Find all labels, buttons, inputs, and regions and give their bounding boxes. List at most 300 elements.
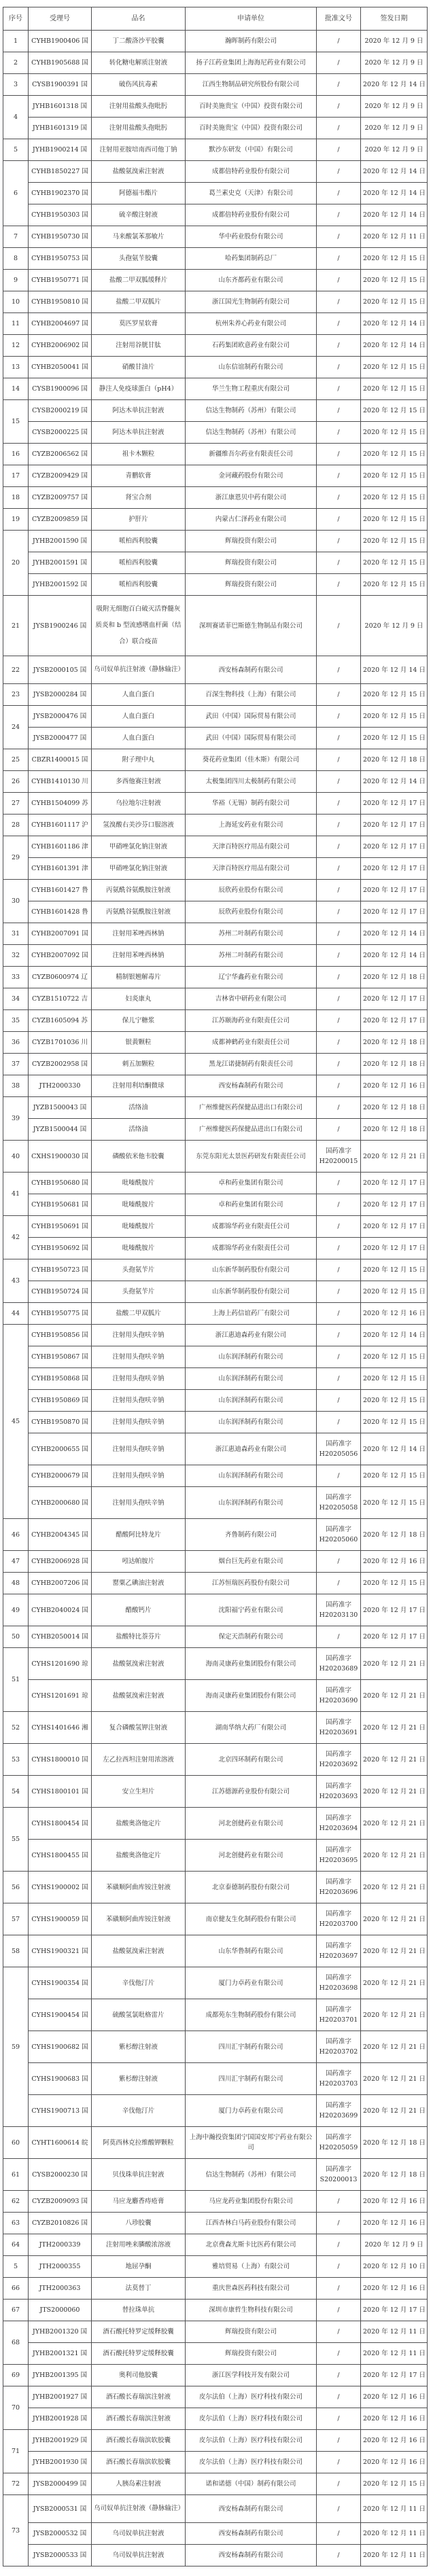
product-name-cell: 复合磷酸氢钾注射液 [92,1712,186,1744]
table-row [3,2234,428,2256]
acceptance-no-cell: CYHB2040024 国 [29,1594,92,1626]
approval-no-cell: / [317,1173,361,1194]
applicant-cell: 新疆维吾尔药业有限责任公司 [186,444,317,465]
table-row [3,2213,428,2234]
acceptance-no-cell: CYHB1950730 国 [29,226,92,248]
acceptance-no-cell: JYSB1900246 国 [29,596,92,656]
acceptance-no-cell: CYHB1950753 国 [29,248,92,270]
acceptance-no-cell: JYHB2001320 国 [29,2321,92,2343]
product-name-cell: 注射用头孢呋辛钠 [92,1412,186,1433]
product-name-cell: 注射用头孢呋辛钠 [92,1325,186,1346]
col-product-name: 品名 [92,7,186,31]
issue-date-cell: 2020 年 12 月 18 日 [361,1032,428,1054]
seq-cell: 30 [3,880,29,923]
acceptance-no-cell: CYHS1800101 国 [29,1776,92,1808]
applicant-cell: 内蒙古仁泽药业有限公司 [186,509,317,531]
table-row [3,1776,428,1808]
table-body [3,31,428,2566]
approval-no-cell: / [317,967,361,988]
seq-cell: 70 [3,2386,29,2430]
acceptance-no-cell: JYSB2000531 国 [29,2495,92,2523]
table-row [3,2321,428,2343]
table-row [3,1967,428,1999]
acceptance-no-cell: JYSB2000532 国 [29,2523,92,2545]
issue-date-cell: 2020 年 12 月 17 日 [361,1626,428,1648]
table-row [3,183,428,204]
table-row [3,728,428,749]
applicant-cell: 厦门力卓药业有限公司 [186,1967,317,1999]
applicant-cell: 北京费森尤斯卡比医药有限公司 [186,2234,317,2256]
applicant-cell: 皮尔法伯（上海）医疗科技有限公司 [186,2452,317,2473]
seq-cell: 72 [3,2473,29,2495]
product-name-cell: 哌柏西利胶囊 [92,552,186,574]
applicant-cell: 武田（中国）国际贸易有限公司 [186,706,317,728]
applicant-cell: 齐鲁制药有限公司 [186,1519,317,1551]
acceptance-no-cell: CYHB1601186 津 [29,836,92,858]
issue-date-cell: 2020 年 12 月 21 日 [361,1648,428,1680]
table-row [3,2256,428,2278]
product-name-cell: 注射用头孢呋辛钠 [92,1368,186,1390]
applicant-cell: 四川汇宇制药有限公司 [186,2031,317,2063]
seq-cell: 46 [3,1519,29,1551]
table-row [3,793,428,815]
applicant-cell: 信达生物制药（苏州）有限公司 [186,400,317,422]
acceptance-no-cell: CYHB1410130 川 [29,771,92,793]
issue-date-cell: 2020 年 12 月 21 日 [361,2063,428,2095]
acceptance-no-cell: JYSB2000476 国 [29,706,92,728]
table-row [3,118,428,139]
approval-no-cell: / [317,2321,361,2343]
applicant-cell: 东莞东阳光太景医药研发有限责任公司 [186,1141,317,1173]
acceptance-no-cell: CYHS1201690 琼 [29,1648,92,1680]
approval-no-cell: 国药准字 H20203703 [317,2063,361,2095]
approval-no-cell: / [317,291,361,313]
product-name-cell: 乌司奴单抗注射液（静脉输注） [92,656,186,684]
applicant-cell: 海南灵康药业集团股份有限公司 [186,1648,317,1680]
approval-no-cell: 国药准字 H20203701 [317,1999,361,2031]
product-name-cell: 奥利司他胶囊 [92,2365,186,2386]
acceptance-no-cell: CYZB2009093 国 [29,2191,92,2213]
applicant-cell: 广州维健医药保健品进出口有限公司 [186,1119,317,1141]
approval-no-cell: / [317,378,361,400]
table-row [3,400,428,422]
table-row [3,771,428,793]
product-name-cell: 甲硝唑氯化钠注射液 [92,858,186,880]
product-name-cell: 活络油 [92,1119,186,1141]
acceptance-no-cell: CYZB2006562 国 [29,444,92,465]
acceptance-no-cell: JYSB2000105 国 [29,656,92,684]
issue-date-cell: 2020 年 12 月 11 日 [361,2495,428,2523]
product-name-cell: 硫酸氢氯吡格雷片 [92,1999,186,2031]
issue-date-cell: 2020 年 12 月 21 日 [361,1776,428,1808]
product-name-cell: 哌柏西利胶囊 [92,574,186,596]
issue-date-cell: 2020 年 12 月 15 日 [361,378,428,400]
table-row [3,1054,428,1075]
product-name-cell: 人血白蛋白 [92,706,186,728]
product-name-cell: 贝伐珠单抗注射液 [92,2159,186,2191]
applicant-cell: 山东新华制药股份有限公司 [186,1281,317,1303]
acceptance-no-cell: CYHB1950771 国 [29,270,92,291]
acceptance-no-cell: JTH2000330 [29,1075,92,1097]
product-name-cell: 苯磺顺阿曲库铵注射液 [92,1903,186,1935]
applicant-cell: 河北创健药业有限公司 [186,1808,317,1840]
issue-date-cell: 2020 年 12 月 9 日 [361,2234,428,2256]
seq-cell: 29 [3,836,29,880]
acceptance-no-cell: CYHB1601427 鲁 [29,880,92,901]
approval-no-cell: / [317,836,361,858]
seq-cell: 11 [3,313,29,335]
applicant-cell: 葵花药业集团（佳木斯）有限公司 [186,749,317,771]
issue-date-cell: 2020 年 12 月 21 日 [361,1680,428,1712]
applicant-cell: 华裕（无锡）制药有限公司 [186,793,317,815]
approval-no-cell: 国药准字 H20203690 [317,1680,361,1712]
table-row [3,313,428,335]
issue-date-cell: 2020 年 12 月 21 日 [361,1872,428,1903]
table-row [3,1551,428,1573]
acceptance-no-cell: CYHB2007092 国 [29,945,92,967]
table-row [3,706,428,728]
applicant-cell: 山东润泽制药有限公司 [186,1368,317,1390]
product-name-cell: 吡嗪酰胺片 [92,1216,186,1238]
seq-cell: 23 [3,684,29,706]
table-row [3,96,428,118]
table-row [3,1032,428,1054]
table-row [3,1412,428,1433]
applicant-cell: 深圳市康哲生物科技有限公司 [186,2300,317,2321]
applicant-cell: 山东信谊制药有限公司 [186,357,317,378]
approval-no-cell: 国药准字 H20203694 [317,1808,361,1840]
applicant-cell: 成都苑东生物制药股份有限公司 [186,1999,317,2031]
issue-date-cell: 2020 年 12 月 21 日 [361,1999,428,2031]
seq-cell: 35 [3,1010,29,1032]
table-row [3,465,428,487]
approval-no-cell: / [317,248,361,270]
col-applicant: 申请单位 [186,7,317,31]
applicant-cell: 湖南华纳大药厂有限公司 [186,1712,317,1744]
acceptance-no-cell: CYHB2006928 国 [29,1551,92,1573]
issue-date-cell: 2020 年 12 月 14 日 [361,1433,428,1465]
applicant-cell: 卓和药业集团有限公司 [186,1173,317,1194]
seq-cell: 50 [3,1626,29,1648]
seq-cell: 25 [3,749,29,771]
table-row [3,1119,428,1141]
issue-date-cell: 2020 年 12 月 17 日 [361,836,428,858]
applicant-cell: 马应龙药业集团股份有限公司 [186,2191,317,2213]
table-row [3,1259,428,1281]
applicant-cell: 辽宁华鑫药业有限公司 [186,967,317,988]
acceptance-no-cell: CYHB1900406 国 [29,31,92,52]
seq-cell: 39 [3,1097,29,1141]
issue-date-cell: 2020 年 12 月 9 日 [361,96,428,118]
acceptance-no-cell: CYHB1950810 国 [29,291,92,313]
table-row [3,1487,428,1519]
product-name-cell: 注射用头孢呋辛钠 [92,1390,186,1412]
applicant-cell: 扬子江药业集团上海海尼药业有限公司 [186,52,317,74]
col-issue-date: 签发日期 [361,7,428,31]
table-row [3,531,428,552]
issue-date-cell: 2020 年 12 月 15 日 [361,422,428,444]
acceptance-no-cell: JYHB2001321 国 [29,2343,92,2365]
issue-date-cell: 2020 年 12 月 17 日 [361,1238,428,1259]
issue-date-cell: 2020 年 12 月 17 日 [361,988,428,1010]
issue-date-cell: 2020 年 12 月 15 日 [361,357,428,378]
approval-no-cell: / [317,2343,361,2365]
seq-cell: 36 [3,1032,29,1054]
seq-cell: 32 [3,945,29,967]
issue-date-cell: 2020 年 12 月 16 日 [361,1551,428,1573]
acceptance-no-cell: JYZB1500044 国 [29,1119,92,1141]
acceptance-no-cell: CYHB1850227 国 [29,161,92,183]
table-row [3,1872,428,1903]
issue-date-cell: 2020 年 12 月 17 日 [361,880,428,901]
product-name-cell: 丙氨酰谷氨酰胺注射液 [92,880,186,901]
applicant-cell: 浙江惠迪森药业有限公司 [186,1325,317,1346]
acceptance-no-cell: JYHB1900214 国 [29,139,92,161]
seq-cell: 55 [3,1808,29,1872]
approval-no-cell: / [317,1194,361,1216]
approval-no-cell: / [317,226,361,248]
product-name-cell: 酒石酸长春瑞滨软胶囊 [92,2452,186,2473]
table-row [3,2159,428,2191]
product-name-cell: 乌拉地尔注射液 [92,793,186,815]
applicant-cell: 江苏颐海药业有限责任公司 [186,1010,317,1032]
acceptance-no-cell: CYSB2000219 国 [29,400,92,422]
acceptance-no-cell: CYZB2009859 国 [29,509,92,531]
applicant-cell: 成都神鹤药业有限责任公司 [186,1032,317,1054]
table-row [3,1141,428,1173]
seq-cell: 60 [3,2127,29,2159]
product-name-cell: 阿莫西林克拉维酸钾颗粒 [92,2127,186,2159]
col-approval-no: 批准文号 [317,7,361,31]
table-row [3,161,428,183]
approval-no-cell: / [317,1626,361,1648]
seq-cell: 14 [3,378,29,400]
applicant-cell: 成都倍特药业股份有限公司 [186,161,317,183]
table-row [3,1010,428,1032]
seq-cell: 71 [3,2430,29,2473]
issue-date-cell: 2020 年 12 月 18 日 [361,2159,428,2191]
table-row [3,988,428,1010]
approval-no-cell: / [317,749,361,771]
product-name-cell: 酒石酸长春瑞滨注射液 [92,2408,186,2430]
table-row [3,1238,428,1259]
acceptance-no-cell: CYHB1950868 国 [29,1368,92,1390]
applicant-cell: 河北创健药业有限公司 [186,1840,317,1872]
issue-date-cell: 2020 年 12 月 15 日 [361,1412,428,1433]
issue-date-cell: 2020 年 12 月 15 日 [361,706,428,728]
table-row [3,31,428,52]
table-row [3,2408,428,2430]
applicant-cell: 山东润泽制药有限公司 [186,1487,317,1519]
issue-date-cell: 2020 年 12 月 17 日 [361,901,428,923]
approval-no-cell: / [317,2300,361,2321]
table-row [3,2127,428,2159]
acceptance-no-cell: JYHB2001927 国 [29,2386,92,2408]
table-row [3,1075,428,1097]
product-name-cell: 盐酸二甲双胍缓释片 [92,270,186,291]
approval-no-cell: / [317,2365,361,2386]
seq-cell: 5 [3,139,29,161]
approval-no-cell: 国药准字 H20203697 [317,1935,361,1967]
applicant-cell: 江西生物制品研究所股份有限公司 [186,74,317,96]
table-row [3,1325,428,1346]
acceptance-no-cell: CYSB2000230 国 [29,2159,92,2191]
applicant-cell: 浙江惠迪森药业有限公司 [186,1433,317,1465]
table-row [3,901,428,923]
applicant-cell: 厦门力卓药业有限公司 [186,2095,317,2127]
issue-date-cell: 2020 年 12 月 9 日 [361,139,428,161]
table-row [3,815,428,836]
product-name-cell: 吡嗪酰胺片 [92,1194,186,1216]
col-acceptance-no: 受理号 [29,7,92,31]
acceptance-no-cell: CYHT1600614 皖 [29,2127,92,2159]
seq-cell: 27 [3,793,29,815]
approval-no-cell: / [317,118,361,139]
acceptance-no-cell: CYZB2009757 国 [29,487,92,509]
approval-no-cell: 国药准字 H20205059 [317,2127,361,2159]
approval-no-cell: 国药准字 H20205058 [317,1487,361,1519]
product-name-cell: 注射用谷胱甘肽 [92,335,186,357]
table-row [3,1097,428,1119]
table-row [3,1433,428,1465]
applicant-cell: 重庆世森医药科技有限公司 [186,2278,317,2300]
table-row [3,444,428,465]
acceptance-no-cell: CYZB2009429 国 [29,465,92,487]
issue-date-cell: 2020 年 12 月 16 日 [361,2278,428,2300]
approval-table [3,7,428,2566]
approval-no-cell: / [317,552,361,574]
table-head [3,7,428,31]
product-name-cell: 八珍胶囊 [92,2213,186,2234]
table-row [3,1594,428,1626]
approval-no-cell: 国药准字 S20200013 [317,2159,361,2191]
approval-no-cell: / [317,1054,361,1075]
applicant-cell: 山东新华制药股份有限公司 [186,1259,317,1281]
seq-cell: 56 [3,1872,29,1903]
issue-date-cell: 2020 年 12 月 17 日 [361,1010,428,1032]
issue-date-cell: 2020 年 12 月 14 日 [361,923,428,945]
approval-no-cell: / [317,2213,361,2234]
applicant-cell: 默沙东研发（中国）有限公司 [186,139,317,161]
approval-no-cell: / [317,1465,361,1487]
product-name-cell: 多西他赛注射液 [92,771,186,793]
acceptance-no-cell: CYHB1950856 国 [29,1325,92,1346]
seq-cell: 10 [3,291,29,313]
approval-no-cell: / [317,2495,361,2523]
seq-cell: 62 [3,2191,29,2213]
applicant-cell: 北京四环制药有限公司 [186,1744,317,1776]
product-name-cell: 人胰岛素注射液 [92,2473,186,2495]
approval-no-cell: 国药准字 H20203702 [317,2031,361,2063]
seq-cell: 69 [3,2365,29,2386]
issue-date-cell: 2020 年 12 月 14 日 [361,74,428,96]
seq-cell: 42 [3,1216,29,1259]
applicant-cell: 信达生物制药（苏州）有限公司 [186,422,317,444]
product-name-cell: 盐酸特比萘芬片 [92,1626,186,1648]
seq-cell: 52 [3,1712,29,1744]
approval-no-cell: / [317,771,361,793]
approval-no-cell: / [317,2256,361,2278]
applicant-cell: 山东齐都药业有限公司 [186,270,317,291]
issue-date-cell: 2020 年 12 月 15 日 [361,728,428,749]
acceptance-no-cell: JTH2000355 [29,2256,92,2278]
issue-date-cell: 2020 年 12 月 15 日 [361,1390,428,1412]
table-row [3,596,428,656]
issue-date-cell: 2020 年 12 月 18 日 [361,967,428,988]
approval-no-cell: / [317,465,361,487]
applicant-cell: 雅培贸易（上海）有限公司 [186,2256,317,2278]
product-name-cell: 头孢氨苄片 [92,1259,186,1281]
approval-no-cell: / [317,1281,361,1303]
seq-cell: 57 [3,1903,29,1935]
approval-no-cell: 国药准字 H20203130 [317,1594,361,1626]
seq-cell: 24 [3,706,29,749]
product-name-cell: 盐酸氨溴索注射液 [92,161,186,183]
approval-no-cell: 国药准字 H20205056 [317,1433,361,1465]
applicant-cell: 瀚晖制药有限公司 [186,31,317,52]
acceptance-no-cell: CYHS1401646 湘 [29,1712,92,1744]
approval-no-cell: / [317,1238,361,1259]
acceptance-no-cell: JYHB1601319 国 [29,118,92,139]
applicant-cell: 保定天浩制药有限公司 [186,1626,317,1648]
product-name-cell: 吡嗪酰胺片 [92,1238,186,1259]
table-row [3,880,428,901]
product-name-cell: 酒石酸长春瑞滨软胶囊 [92,2430,186,2452]
product-name-cell: 阿达木单抗注射液 [92,422,186,444]
approval-no-cell: / [317,2452,361,2473]
issue-date-cell: 2020 年 12 月 16 日 [361,1303,428,1325]
approval-no-cell: 国药准字 H20200015 [317,1141,361,1173]
table-row [3,509,428,531]
product-name-cell: 马来酸氯苯那敏片 [92,226,186,248]
product-name-cell: 祖卡木颗粒 [92,444,186,465]
acceptance-no-cell: CYHS1800454 国 [29,1808,92,1840]
acceptance-no-cell: JYSB2000477 国 [29,728,92,749]
product-name-cell: 注射用头孢呋辛钠 [92,1346,186,1368]
product-name-cell: 乌司奴单抗注射液 [92,2545,186,2566]
acceptance-no-cell: CYZB2010826 国 [29,2213,92,2234]
approval-no-cell: / [317,2386,361,2408]
issue-date-cell: 2020 年 12 月 14 日 [361,656,428,684]
approval-no-cell: / [317,74,361,96]
issue-date-cell: 2020 年 12 月 9 日 [361,31,428,52]
issue-date-cell: 2020 年 12 月 15 日 [361,684,428,706]
product-name-cell: 醋酸钙片 [92,1594,186,1626]
approval-no-cell: / [317,815,361,836]
acceptance-no-cell: JYHB2001395 国 [29,2365,92,2386]
acceptance-no-cell: CYHS1900002 国 [29,1872,92,1903]
applicant-cell: 江苏德源药业股份有限公司 [186,1776,317,1808]
issue-date-cell: 2020 年 12 月 11 日 [361,2545,428,2566]
product-name-cell: 莫匹罗星软膏 [92,313,186,335]
table-row [3,52,428,74]
seq-cell: 31 [3,923,29,945]
seq-cell: 66 [3,2278,29,2300]
seq-cell: 51 [3,1648,29,1712]
approval-no-cell: / [317,945,361,967]
product-name-cell: 罂粟乙碘油注射液 [92,1573,186,1594]
approval-no-cell: / [317,1412,361,1433]
product-name-cell: 注射用盐酸头孢吡肟 [92,96,186,118]
acceptance-no-cell: CYZB2002958 国 [29,1054,92,1075]
approval-no-cell: / [317,335,361,357]
product-name-cell: 附子理中丸 [92,749,186,771]
issue-date-cell: 2020 年 12 月 15 日 [361,509,428,531]
issue-date-cell: 2020 年 12 月 11 日 [361,2343,428,2365]
product-name-cell: 破伤风抗毒素 [92,74,186,96]
table-row [3,2430,428,2452]
acceptance-no-cell: JYSB2000499 国 [29,2473,92,2495]
